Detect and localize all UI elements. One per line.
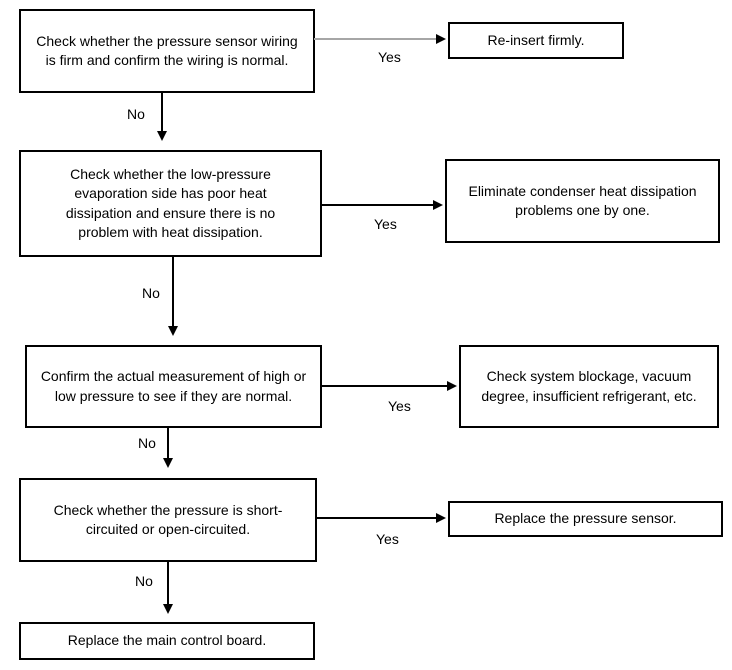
connector-no-2 [172,257,174,326]
decision-pressure-sensor-wiring [19,9,315,93]
decision-heat-dissipation [19,150,322,257]
label-no-1: No [127,106,145,122]
action-reinsert-firmly [448,22,624,59]
connector-no-4 [167,562,169,604]
decision-pressure-measurement [25,345,322,428]
node-text: Check whether the low-pressure evaporation side has poor heat dissipation and ensure there is no problem with heat dissipation. [65,165,276,240]
label-no-2: No [142,285,160,301]
action-eliminate-condenser-problems [445,159,720,243]
connector-yes-2 [320,204,434,206]
connector-yes-4 [317,517,437,519]
action-check-system-blockage [459,345,719,428]
label-yes-2: Yes [374,216,397,232]
label-yes-4: Yes [376,531,399,547]
label-no-4: No [135,573,153,589]
action-replace-main-control-board [19,622,315,660]
arrowhead-down-icon [163,604,173,614]
connector-no-3 [167,428,169,458]
arrowhead-right-icon [433,200,443,210]
arrowhead-right-icon [436,513,446,523]
connector-no-1 [161,93,163,131]
arrowhead-right-icon [447,381,457,391]
arrowhead-down-icon [163,458,173,468]
node-text: Eliminate condenser heat dissipation problems one by one. [468,182,697,218]
node-text: Check whether the pressure is short-circuited or open-circuited. [53,501,283,537]
arrowhead-right-icon [436,34,446,44]
node-text: Check system blockage, vacuum degree, insufficient refrigerant, etc. [481,368,697,404]
label-yes-3: Yes [388,398,411,414]
action-replace-pressure-sensor [448,501,723,537]
node-text: Replace the pressure sensor. [494,510,677,527]
node-text: Replace the main control board. [67,632,267,649]
label-yes-1: Yes [378,49,401,65]
decision-short-or-open-circuit [19,478,317,562]
arrowhead-down-icon [157,131,167,141]
node-text: Check whether the pressure sensor wiring is firm and confirm the wiring is normal. [36,32,298,68]
connector-yes-1 [314,38,437,40]
arrowhead-down-icon [168,326,178,336]
connector-yes-3 [322,385,448,387]
label-no-3: No [138,435,156,451]
node-text: Confirm the actual measurement of high or low pressure to see if they are normal. [40,368,307,404]
node-text: Re-insert firmly. [487,31,585,48]
